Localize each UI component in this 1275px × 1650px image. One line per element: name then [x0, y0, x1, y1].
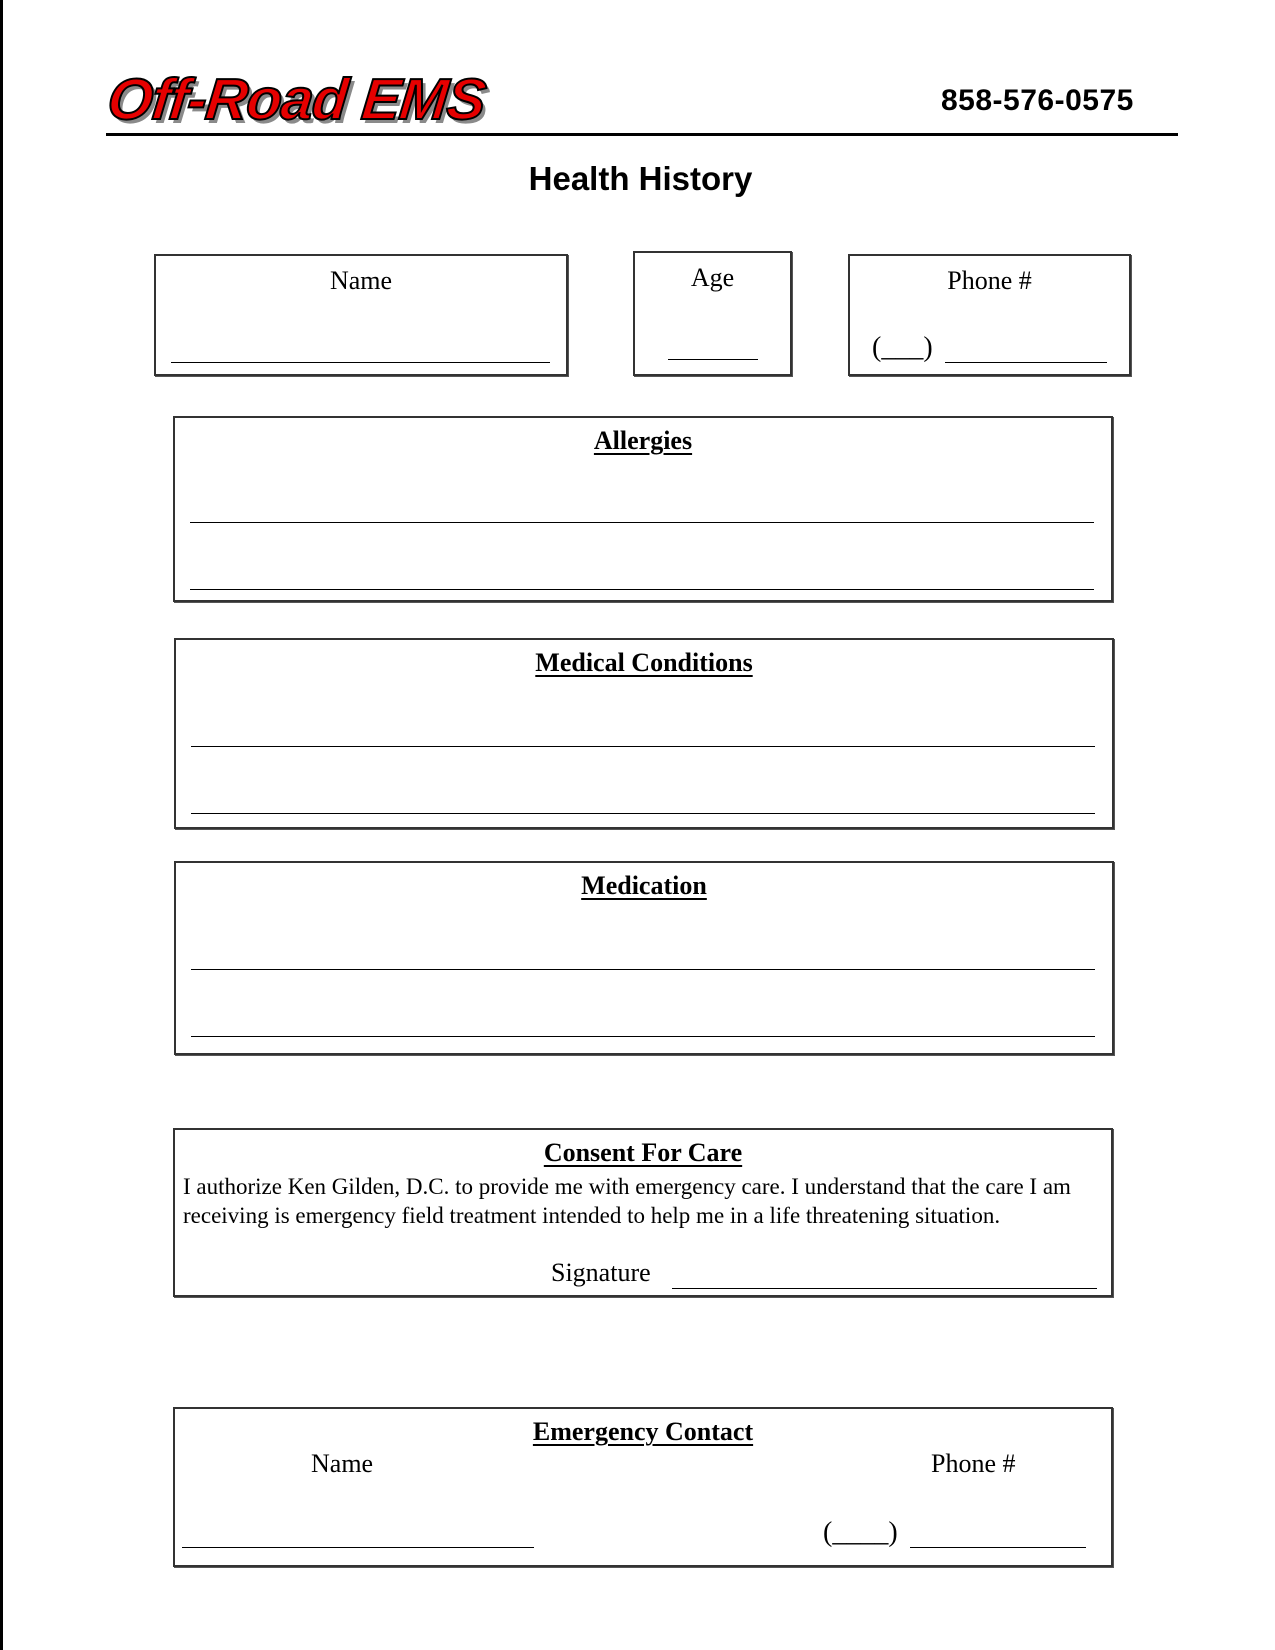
patient-age-box [633, 251, 792, 376]
medical-conditions-title: Medical Conditions [535, 648, 753, 677]
medication-input-line-2[interactable] [191, 1036, 1095, 1037]
medical-conditions-input-line-1[interactable] [191, 746, 1095, 747]
emergency-contact-phone-input-line[interactable] [910, 1547, 1086, 1548]
emergency-contact-area-code-field[interactable]: (____) [823, 1517, 898, 1548]
patient-phone-label: Phone # [947, 266, 1032, 295]
allergies-title: Allergies [593, 426, 693, 455]
patient-phone-box [848, 254, 1131, 376]
medication-section [174, 861, 1114, 1055]
company-logo: Off-Road EMS [104, 67, 489, 132]
signature-input-line[interactable] [672, 1288, 1097, 1289]
medical-conditions-section [174, 638, 1114, 829]
consent-section [173, 1128, 1113, 1297]
patient-phone-area-code-field[interactable]: (___) [872, 332, 933, 363]
patient-age-label: Age [690, 263, 735, 292]
allergies-input-line-1[interactable] [190, 522, 1094, 523]
header-divider [106, 133, 1178, 136]
emergency-contact-phone-label: Phone # [931, 1449, 1016, 1478]
company-phone: 858-576-0575 [941, 84, 1134, 117]
patient-name-label: Name [329, 266, 393, 295]
emergency-contact-name-label: Name [311, 1449, 374, 1478]
emergency-contact-title: Emergency Contact [532, 1417, 754, 1446]
emergency-contact-section [173, 1407, 1113, 1567]
medical-conditions-input-line-2[interactable] [191, 813, 1095, 814]
patient-age-input-line[interactable] [668, 359, 758, 360]
signature-label: Signature [551, 1258, 651, 1287]
allergies-input-line-2[interactable] [190, 589, 1094, 590]
medication-input-line-1[interactable] [191, 969, 1095, 970]
allergies-section [173, 416, 1113, 602]
emergency-contact-name-input-line[interactable] [182, 1547, 534, 1548]
medication-title: Medication [581, 871, 707, 900]
consent-text: I authorize Ken Gilden, D.C. to provide me with emergency care. I understand that the care I am receiving is emergency field treatment intended to help me in a life threatening situation. [183, 1174, 1071, 1228]
patient-phone-input-line[interactable] [945, 362, 1107, 363]
patient-name-input-line[interactable] [171, 362, 550, 363]
consent-title: Consent For Care [543, 1138, 743, 1167]
patient-name-box [154, 254, 568, 376]
page-title: Health History [528, 160, 753, 197]
